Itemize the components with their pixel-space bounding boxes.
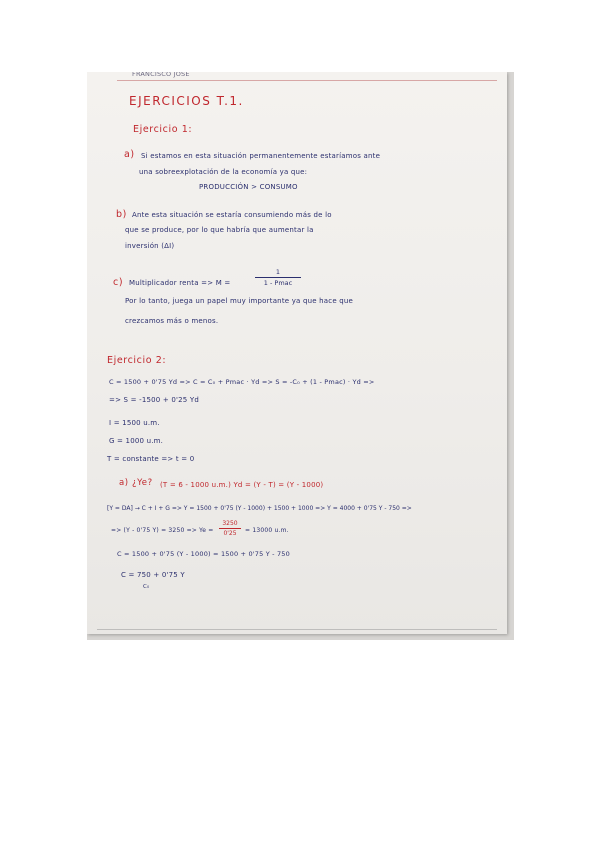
ej2-line-1: C = 1500 + 0'75 Yd => C = C₀ + Pmac · Yd => S = -C₀ + (1 - Pmac) · Yd => xyxy=(109,378,375,386)
page-title: EJERCICIOS T.1. xyxy=(129,94,244,108)
handwritten-page xyxy=(87,72,507,634)
item-c-line-1: Multiplicador renta => M = xyxy=(129,279,231,287)
ye-fraction xyxy=(219,520,241,537)
multiplier-numerator: 1 xyxy=(275,268,281,276)
item-b-line-2: que se produce, por lo que habría que aumentar la xyxy=(125,226,314,234)
item-a-line-1: Si estamos en esta situación permanentemente estaríamos ante xyxy=(141,152,381,160)
multiplier-fraction xyxy=(255,268,301,287)
page-bottom-edge xyxy=(97,629,497,630)
ej2-eq-1: [Y = DA] → C + I + G => Y = 1500 + 0'75 (Y - 1000) + 1500 + 1000 => Y = 4000 + 0'75 Y - 750 => xyxy=(107,505,412,512)
ye-fraction-bar xyxy=(219,528,241,529)
exercise-2-heading: Ejercicio 2: xyxy=(107,355,167,366)
item-a-line-2: una sobreexplotación de la economía ya que: xyxy=(139,168,308,176)
ej2-a-label: a) ¿Ye? xyxy=(119,478,153,488)
multiplier-denominator: 1 - Pmac xyxy=(263,279,293,287)
item-c-line-3: crezcamos más o menos. xyxy=(125,317,219,325)
item-b-line-1: Ante esta situación se estaría consumiendo más de lo xyxy=(132,211,332,219)
ej2-eq-2-left: => (Y - 0'75 Y) = 3250 => Ye = xyxy=(111,527,214,534)
ej2-line-5: T = constante => t = 0 xyxy=(107,455,195,463)
item-c-label: c) xyxy=(113,277,124,288)
ej2-line-2: => S = -1500 + 0'25 Yd xyxy=(109,396,199,404)
ej2-eq-3: C = 1500 + 0'75 (Y - 1000) = 1500 + 0'75 Y - 750 xyxy=(117,550,290,558)
ye-numerator: 3250 xyxy=(222,520,238,527)
ej2-eq-2-right: = 13000 u.m. xyxy=(245,527,289,534)
ej2-a-line: (T = 6 - 1000 u.m.) Yd = (Y - T) = (Y - 1000) xyxy=(160,481,324,489)
ye-denominator: 0'25 xyxy=(223,530,237,537)
item-b-label: b) xyxy=(116,209,127,220)
author-header: FRANCISCO JOSE xyxy=(132,72,190,78)
item-c-line-2: Por lo tanto, juega un papel muy importante ya que hace que xyxy=(125,297,354,305)
ej2-line-4: G = 1000 u.m. xyxy=(109,437,164,445)
exercise-1-heading: Ejercicio 1: xyxy=(133,124,193,135)
item-a-line-3: PRODUCCIÓN > CONSUMO xyxy=(199,183,298,191)
item-b-line-3: inversión (ΔI) xyxy=(125,242,175,250)
ej2-line-3: I = 1500 u.m. xyxy=(109,419,160,427)
ej2-eq-4: C = 750 + 0'75 Y xyxy=(121,571,185,579)
page-rule xyxy=(117,80,497,81)
item-a-label: a) xyxy=(124,149,135,160)
ej2-eq-4-sub: C₀ xyxy=(143,584,150,590)
fraction-bar xyxy=(255,277,301,278)
document-photo xyxy=(87,72,514,640)
